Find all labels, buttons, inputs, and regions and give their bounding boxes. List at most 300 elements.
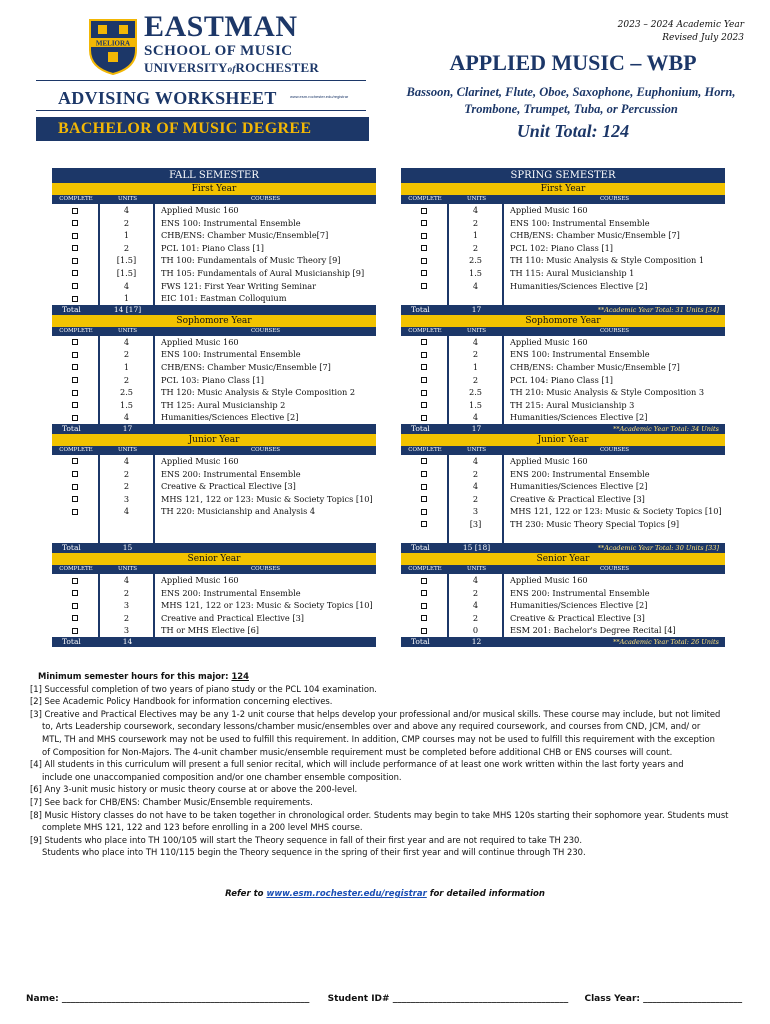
year-title: First Year <box>401 183 725 195</box>
units-header: UNITS <box>117 327 138 334</box>
course-row <box>52 242 376 255</box>
course-name: Applied Music 160 <box>510 575 588 586</box>
course-name: Creative & Practical Elective [3] <box>161 481 296 492</box>
units-cell: 2 <box>449 468 504 481</box>
complete-checkbox[interactable] <box>421 208 427 214</box>
complete-checkbox[interactable] <box>421 233 427 239</box>
courses-header: COURSES <box>250 566 281 573</box>
course-row <box>401 518 725 531</box>
complete-cell <box>401 411 449 424</box>
complete-checkbox[interactable] <box>421 615 427 621</box>
complete-cell <box>401 612 449 625</box>
course-name: FWS 121: First Year Writing Seminar <box>161 280 317 291</box>
column-header <box>401 565 725 574</box>
column-header <box>52 565 376 574</box>
complete-cell <box>401 530 449 543</box>
complete-checkbox[interactable] <box>421 509 427 515</box>
courses-header: COURSES <box>599 327 630 334</box>
units-cell: 1 <box>449 229 504 242</box>
total-row <box>401 424 725 434</box>
complete-cell <box>52 587 100 600</box>
complete-checkbox[interactable] <box>72 233 78 239</box>
course-name: Applied Music 160 <box>161 575 239 586</box>
footnote-line: include one unaccompanied composition and/or one chamber ensemble composition. <box>42 771 402 782</box>
complete-header: COMPLETE <box>59 446 93 453</box>
course-row <box>52 386 376 399</box>
complete-cell <box>52 374 100 387</box>
course-row <box>52 612 376 625</box>
divider <box>36 110 366 111</box>
registrar-url-small[interactable]: www.esm.rochester.edu/registrar <box>290 94 349 99</box>
course-row <box>52 267 376 280</box>
complete-checkbox[interactable] <box>72 402 78 408</box>
complete-cell <box>52 411 100 424</box>
courses-header: COURSES <box>250 446 281 453</box>
complete-checkbox[interactable] <box>72 208 78 214</box>
course-name: ENS 100: Instrumental Ensemble <box>161 349 301 360</box>
course-row <box>52 361 376 374</box>
units-cell: 2 <box>100 217 155 230</box>
complete-cell <box>52 624 100 637</box>
units-header: UNITS <box>466 327 487 334</box>
course-row <box>401 336 725 349</box>
complete-cell <box>401 505 449 518</box>
total-units: 17 <box>122 423 133 433</box>
course-row <box>401 267 725 280</box>
course-row <box>401 374 725 387</box>
complete-cell <box>52 518 100 531</box>
units-header: UNITS <box>117 446 138 453</box>
course-row <box>401 361 725 374</box>
course-name-empty <box>155 518 376 531</box>
units-cell: 1 <box>100 292 155 305</box>
complete-header: COMPLETE <box>59 196 93 202</box>
units-header: UNITS <box>466 196 487 202</box>
course-row <box>401 399 725 412</box>
course-name: ENS 200: Instrumental Ensemble <box>161 587 301 598</box>
units-cell: 3 <box>449 505 504 518</box>
units-cell: 4 <box>100 411 155 424</box>
units-cell-empty <box>449 530 504 543</box>
units-cell: 4 <box>449 204 504 217</box>
units-cell: 1.5 <box>449 399 504 412</box>
course-name: Applied Music 160 <box>161 205 239 215</box>
course-name: ENS 100: Instrumental Ensemble <box>510 217 650 228</box>
complete-cell <box>52 399 100 412</box>
footnote-line: MTL, TH and MHS coursework may not be used to fulfill this requirement. In addition, CMP courses may not be used to fulfill this requirement with the exception <box>42 733 715 744</box>
complete-checkbox[interactable] <box>72 220 78 226</box>
complete-checkbox[interactable] <box>421 283 427 289</box>
academic-year: 2023 – 2024 Academic Year <box>617 20 744 30</box>
course-name: MHS 121, 122 or 123: Music & Society Topics [10] <box>161 600 373 611</box>
units-cell: 2 <box>449 374 504 387</box>
course-name: MHS 121, 122 or 123: Music & Society Topics [10] <box>161 493 373 504</box>
total-units: 12 <box>471 637 482 647</box>
academic-year-total: **Academic Year Total: 31 Units [34] <box>597 305 719 314</box>
course-row <box>52 348 376 361</box>
complete-cell <box>52 348 100 361</box>
course-name: ENS 100: Instrumental Ensemble <box>161 217 301 228</box>
complete-checkbox[interactable] <box>421 496 427 502</box>
course-name: Applied Music 160 <box>510 205 588 215</box>
name-field[interactable]: _______________________________________________________ <box>61 994 310 1004</box>
spring-semester-table <box>401 168 725 647</box>
complete-cell <box>52 254 100 267</box>
complete-checkbox[interactable] <box>421 352 427 358</box>
complete-header: COMPLETE <box>59 327 93 334</box>
course-name-empty <box>504 530 725 543</box>
course-name: EIC 101: Eastman Colloquium <box>161 293 287 304</box>
course-name: Humanities/Sciences Elective [2] <box>510 412 648 423</box>
course-row <box>401 493 725 506</box>
complete-checkbox[interactable] <box>421 402 427 408</box>
units-cell: [1.5] <box>100 267 155 280</box>
course-row <box>401 480 725 493</box>
complete-checkbox[interactable] <box>72 615 78 621</box>
complete-cell <box>52 229 100 242</box>
courses-header: COURSES <box>599 566 630 573</box>
units-cell: 2 <box>100 374 155 387</box>
footnote-line: of Composition for Non-Majors. The 4-unit chamber music/ensemble requirement must be completed before additional CHB or ENS courses will count. <box>42 746 673 757</box>
units-cell: 3 <box>100 599 155 612</box>
academic-year-total <box>155 305 376 315</box>
total-label: Total <box>411 304 430 314</box>
year-title: Senior Year <box>401 553 725 565</box>
course-row <box>52 599 376 612</box>
units-cell: 4 <box>449 480 504 493</box>
complete-checkbox[interactable] <box>421 471 427 477</box>
courses-header: COURSES <box>599 196 630 202</box>
complete-checkbox[interactable] <box>421 377 427 383</box>
academic-year-total: **Academic Year Total: 30 Units [33] <box>597 544 719 553</box>
course-row <box>52 254 376 267</box>
registrar-link[interactable]: www.esm.rochester.edu/registrar <box>266 889 427 899</box>
course-row <box>52 292 376 305</box>
units-cell: 4 <box>100 336 155 349</box>
university-seal-icon <box>86 16 140 76</box>
total-label: Total <box>411 637 430 647</box>
course-name: TH 115: Aural Musicianship 1 <box>510 267 635 278</box>
course-name: CHB/ENS: Chamber Music/Ensemble [7] <box>510 361 680 372</box>
total-units: 17 <box>471 423 482 433</box>
complete-checkbox[interactable] <box>72 352 78 358</box>
complete-cell <box>52 574 100 587</box>
footnote-line: to, Arts Leadership coursework, secondary lessons/chamber music/ensembles over and above any required coursework, and courses from CND, JCM, and/ or <box>42 721 701 732</box>
academic-year-block <box>618 19 744 45</box>
column-header <box>52 327 376 336</box>
course-name: TH 220: Musicianship and Analysis 4 <box>161 506 316 517</box>
column-header <box>52 446 376 455</box>
total-row <box>401 637 725 647</box>
units-cell: 3 <box>100 624 155 637</box>
complete-cell <box>401 204 449 217</box>
course-row <box>401 217 725 230</box>
total-units: 15 [18] <box>462 543 491 553</box>
course-name: Applied Music 160 <box>510 336 588 347</box>
course-name: Humanities/Sciences Elective [2] <box>510 280 648 291</box>
footnotes <box>30 670 750 859</box>
complete-checkbox[interactable] <box>72 628 78 634</box>
complete-cell <box>401 587 449 600</box>
footnote-line: [8] Music History classes do not have to be taken together in chronological order. Students may begin to take MHS 120s starting their sophomore year. Students must <box>30 809 729 820</box>
units-cell: 2 <box>100 242 155 255</box>
year-title: Senior Year <box>52 553 376 565</box>
course-name: MHS 121, 122 or 123: Music & Society Topics [10] <box>510 506 722 517</box>
course-row <box>52 374 376 387</box>
units-cell: 2 <box>449 348 504 361</box>
course-name: TH or MHS Elective [6] <box>161 625 259 636</box>
complete-cell <box>52 530 100 543</box>
complete-cell <box>52 505 100 518</box>
program-title: APPLIED MUSIC – WBP <box>449 50 697 75</box>
footnote-list <box>30 683 750 859</box>
course-row <box>52 493 376 506</box>
divider <box>36 80 366 81</box>
degree-banner: BACHELOR OF MUSIC DEGREE <box>36 117 369 141</box>
complete-checkbox[interactable] <box>72 270 78 276</box>
course-row <box>401 612 725 625</box>
complete-checkbox[interactable] <box>72 603 78 609</box>
complete-checkbox[interactable] <box>421 220 427 226</box>
complete-checkbox[interactable] <box>72 296 78 302</box>
course-row <box>52 455 376 468</box>
complete-cell <box>52 292 100 305</box>
complete-checkbox[interactable] <box>72 390 78 396</box>
complete-cell <box>52 468 100 481</box>
units-cell: 4 <box>100 204 155 217</box>
total-label: Total <box>62 304 81 314</box>
complete-cell <box>401 254 449 267</box>
complete-cell <box>52 480 100 493</box>
complete-checkbox[interactable] <box>72 590 78 596</box>
complete-cell <box>401 480 449 493</box>
units-cell: 4 <box>449 455 504 468</box>
year-title: Junior Year <box>401 434 725 446</box>
course-row <box>401 468 725 481</box>
units-cell: 2 <box>100 612 155 625</box>
units-cell: 2.5 <box>449 386 504 399</box>
course-row <box>401 530 725 543</box>
course-row <box>401 624 725 637</box>
signature-line <box>26 994 746 1004</box>
academic-year-total <box>155 424 376 434</box>
units-cell: 1.5 <box>449 267 504 280</box>
total-label: Total <box>62 423 81 433</box>
year-title: Sophomore Year <box>401 315 725 327</box>
units-cell: 2 <box>449 242 504 255</box>
complete-checkbox[interactable] <box>421 484 427 490</box>
course-row <box>401 455 725 468</box>
total-row <box>52 305 376 315</box>
complete-checkbox[interactable] <box>421 270 427 276</box>
complete-checkbox[interactable] <box>72 258 78 264</box>
course-row <box>52 336 376 349</box>
academic-year-total: **Academic Year Total: 34 Units <box>613 424 719 433</box>
total-row <box>52 424 376 434</box>
semester-title: SPRING SEMESTER <box>401 168 725 183</box>
total-label: Total <box>62 637 81 647</box>
year-title: Sophomore Year <box>52 315 376 327</box>
course-name: PCL 103: Piano Class [1] <box>161 374 264 385</box>
course-row <box>52 229 376 242</box>
academic-year-total: **Academic Year Total: 26 Units <box>613 638 719 647</box>
course-row <box>401 587 725 600</box>
complete-checkbox[interactable] <box>72 496 78 502</box>
complete-checkbox[interactable] <box>421 603 427 609</box>
course-row <box>52 624 376 637</box>
course-row <box>52 399 376 412</box>
instrument-list: Bassoon, Clarinet, Flute, Oboe, Saxophone, Euphonium, Horn, Trombone, Trumpet, Tuba, or Percussion <box>406 85 736 116</box>
complete-cell <box>52 217 100 230</box>
student-id-field[interactable]: _______________________________________ <box>392 994 569 1004</box>
total-row <box>52 637 376 647</box>
eastman-logo <box>86 12 326 78</box>
complete-checkbox[interactable] <box>72 283 78 289</box>
course-row <box>401 242 725 255</box>
course-name: CHB/ENS: Chamber Music/Ensemble [7] <box>161 361 331 372</box>
complete-checkbox[interactable] <box>72 415 78 421</box>
complete-checkbox[interactable] <box>421 339 427 345</box>
page-header <box>0 0 770 160</box>
complete-cell <box>52 242 100 255</box>
units-cell: 3 <box>100 493 155 506</box>
units-cell: 4 <box>100 574 155 587</box>
logo-line-university: UNIVERSITYofROCHESTER <box>144 60 319 75</box>
worksheet-title: ADVISING WORKSHEET <box>58 88 277 108</box>
complete-checkbox[interactable] <box>72 364 78 370</box>
complete-checkbox[interactable] <box>421 458 427 464</box>
complete-header: COMPLETE <box>408 196 442 202</box>
units-cell: 2.5 <box>100 386 155 399</box>
courses-header: COURSES <box>599 446 630 453</box>
units-cell-empty <box>100 518 155 531</box>
complete-cell <box>401 399 449 412</box>
complete-checkbox[interactable] <box>421 521 427 527</box>
complete-cell <box>52 280 100 293</box>
footnote-line: [1] Successful completion of two years of piano study or the PCL 104 examination. <box>30 683 377 694</box>
course-row <box>52 411 376 424</box>
complete-cell <box>401 574 449 587</box>
course-name: ENS 100: Instrumental Ensemble <box>510 349 650 360</box>
complete-checkbox[interactable] <box>72 245 78 251</box>
units-cell: 2 <box>449 493 504 506</box>
minimum-hours-value: 124 <box>231 671 249 681</box>
complete-checkbox[interactable] <box>72 484 78 490</box>
complete-checkbox[interactable] <box>421 578 427 584</box>
units-cell: 2 <box>100 587 155 600</box>
course-name: ENS 200: Instrumental Ensemble <box>161 468 301 479</box>
complete-cell <box>401 624 449 637</box>
units-cell-empty <box>449 292 504 305</box>
complete-cell <box>401 217 449 230</box>
complete-checkbox[interactable] <box>421 364 427 370</box>
units-cell: [1.5] <box>100 254 155 267</box>
footnote-line: [9] Students who place into TH 100/105 will start the Theory sequence in fall of their first year and are not required to take TH 230. <box>30 834 583 845</box>
revised-date: Revised July 2023 <box>662 33 744 43</box>
column-header <box>52 195 376 204</box>
units-cell: 4 <box>449 411 504 424</box>
units-header: UNITS <box>466 446 487 453</box>
total-row <box>52 543 376 553</box>
course-name: Creative and Practical Elective [3] <box>161 612 304 623</box>
complete-checkbox[interactable] <box>421 258 427 264</box>
units-cell: 2 <box>100 468 155 481</box>
course-name: Humanities/Sciences Elective [2] <box>161 412 299 423</box>
complete-checkbox[interactable] <box>72 578 78 584</box>
course-name: Humanities/Sciences Elective [2] <box>510 600 648 611</box>
school-name <box>144 12 319 77</box>
footnote-line: Students who place into TH 110/115 begin the Theory sequence in the spring of their first year and will continue through TH 230. <box>42 847 586 858</box>
complete-cell <box>401 242 449 255</box>
units-cell: 2 <box>449 587 504 600</box>
complete-cell <box>401 455 449 468</box>
footnote-line: [6] Any 3-unit music history or music theory course at or above the 200-level. <box>30 784 358 795</box>
units-cell: 4 <box>100 280 155 293</box>
units-cell: 1 <box>100 361 155 374</box>
total-row <box>401 543 725 553</box>
courses-header: COURSES <box>250 196 281 202</box>
complete-checkbox[interactable] <box>72 377 78 383</box>
complete-checkbox[interactable] <box>421 590 427 596</box>
units-cell: 4 <box>100 455 155 468</box>
course-name-empty <box>504 292 725 305</box>
complete-checkbox[interactable] <box>72 471 78 477</box>
course-name: Creative & Practical Elective [3] <box>510 493 645 504</box>
complete-cell <box>401 348 449 361</box>
unit-total: Unit Total: 124 <box>516 121 630 141</box>
footnote-line: [7] See back for CHB/ENS: Chamber Music/Ensemble requirements. <box>30 796 313 807</box>
complete-cell <box>52 361 100 374</box>
course-name: TH 230: Music Theory Special Topics [9] <box>510 518 680 529</box>
course-row <box>52 280 376 293</box>
complete-checkbox[interactable] <box>421 415 427 421</box>
units-cell: 1 <box>100 229 155 242</box>
course-name-empty <box>155 530 376 543</box>
year-title: First Year <box>52 183 376 195</box>
complete-cell <box>401 374 449 387</box>
units-cell: 4 <box>449 574 504 587</box>
complete-cell <box>401 336 449 349</box>
course-name: TH 215: Aural Musicianship 3 <box>510 399 635 410</box>
course-name: PCL 101: Piano Class [1] <box>161 242 264 253</box>
class-year-field[interactable]: ______________________ <box>643 994 743 1004</box>
course-name: TH 210: Music Analysis & Style Composition 3 <box>510 387 705 398</box>
complete-checkbox[interactable] <box>421 245 427 251</box>
complete-checkbox[interactable] <box>421 628 427 634</box>
course-name: TH 110: Music Analysis & Style Composition 1 <box>510 255 705 266</box>
academic-year-total <box>155 543 376 553</box>
column-header <box>401 327 725 336</box>
complete-cell <box>52 267 100 280</box>
complete-cell <box>401 292 449 305</box>
course-row <box>52 505 376 518</box>
course-name: ENS 200: Instrumental Ensemble <box>510 587 650 598</box>
units-header: UNITS <box>117 566 138 573</box>
course-row <box>401 254 725 267</box>
complete-cell <box>52 204 100 217</box>
name-label: Name: <box>26 994 62 1004</box>
complete-checkbox[interactable] <box>72 458 78 464</box>
complete-header: COMPLETE <box>59 566 93 573</box>
complete-checkbox[interactable] <box>421 390 427 396</box>
complete-cell <box>52 493 100 506</box>
total-units: 14 <box>122 637 133 647</box>
complete-checkbox[interactable] <box>72 339 78 345</box>
total-label: Total <box>411 543 430 553</box>
complete-cell <box>401 267 449 280</box>
course-row <box>401 204 725 217</box>
complete-checkbox[interactable] <box>72 509 78 515</box>
